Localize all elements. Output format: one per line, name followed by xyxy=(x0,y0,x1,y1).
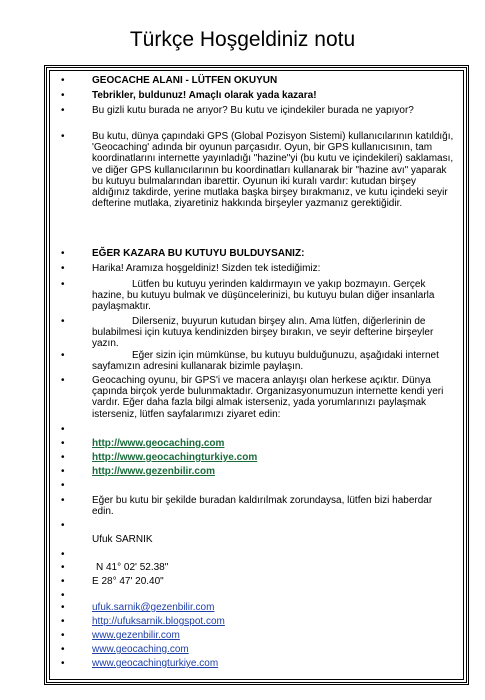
bullet: • xyxy=(61,316,65,327)
bullet: • xyxy=(61,616,65,627)
congrats-text: Tebrikler, buldunuz! Amaçlı olarak yada kazara! xyxy=(92,90,317,101)
bullet: • xyxy=(61,248,65,259)
bullet: • xyxy=(61,438,65,449)
bullet: • xyxy=(61,263,65,274)
bullet: • xyxy=(61,520,65,531)
info-text: Geocaching oyunu, bir GPS'i ve macera anlayışı olan herkese açıktır. Dünya çapında birçok yerde bulunmaktadır. Organizasyonumuzun internette kendi yeri vardır. Eğer daha fazla bilgi almak isterseniz, yada yorumlarınızı paylaşmak isterseniz, lütfen sayfalarımızı ziyaret edin: xyxy=(92,375,444,420)
bullet: • xyxy=(61,350,65,361)
question-text: Bu gizli kutu burada ne arıyor? Bu kutu ve içindekiler burada ne yapıyor? xyxy=(92,105,414,116)
bullet: • xyxy=(61,452,65,463)
link-blog[interactable]: http://ufuksarnik.blogspot.com xyxy=(92,616,225,627)
link-geocachingturkiye-plain[interactable]: www.geocachingturkiye.com xyxy=(92,658,219,669)
bullet: • xyxy=(61,644,65,655)
link-geocaching[interactable]: http://www.geocaching.com xyxy=(92,438,225,449)
coord-longitude: E 28° 47' 20.40" xyxy=(92,576,164,587)
bullet: • xyxy=(61,630,65,641)
bullet: • xyxy=(61,375,65,386)
bullet: • xyxy=(61,480,65,491)
bullet: • xyxy=(61,75,65,86)
page-title: Türkçe Hoşgeldiniz notu xyxy=(129,28,356,51)
bullet: • xyxy=(61,466,65,477)
link-geocaching-plain[interactable]: www.geocaching.com xyxy=(92,644,189,655)
bullet: • xyxy=(61,90,65,101)
section-heading: EĞER KAZARA BU KUTUYU BULDUYSANIZ: xyxy=(92,248,305,259)
link-gezenbilir[interactable]: http://www.gezenbilir.com xyxy=(92,466,215,477)
bullet: • xyxy=(61,131,65,142)
coord-latitude: N 41° 02' 52.38" xyxy=(96,562,169,573)
bullet: • xyxy=(61,424,65,435)
link-geocachingturkiye[interactable]: http://www.geocachingturkiye.com xyxy=(92,452,258,463)
notice-frame xyxy=(44,65,469,685)
removal-notice: Eğer bu kutu bir şekilde buradan kaldırılmak zorundaysa, lütfen bizi haberdar edin. xyxy=(92,495,433,518)
bullet: • xyxy=(61,549,65,560)
link-gezenbilir-plain[interactable]: www.gezenbilir.com xyxy=(92,630,180,641)
request-3-text: Eğer sizin için mümkünse, bu kutuyu bulduğunuzu, aşağıdaki internet sayfamızın adresini kullanarak bizimle paylaşın. xyxy=(92,350,439,373)
bullet: • xyxy=(61,279,65,290)
explanation-text: Bu kutu, dünya çapındaki GPS (Global Pozisyon Sistemi) kullanıcılarının katıldığı, 'Geocaching' adında bir oyunun parçasıdır. Oyun, bir GPS kullanıcısının, tam koordinatlarını internette yayınladığı "hazine"yi (bu kutu ve içindekileri) saklaması, ve diğer GPS kullanıcılarının bu koordinatları kullanarak bir "hazine avı" yaparak bu kutuyu bulmalarından ibarettir. Oyunun iki kuralı vardır: kutudan birşey aldığınız takdirde, yerine mutlaka başka birşey bırakmanız, ve kutu içindeki seyir defterine mutlaka, ziyaretiniz hakkında birşeyler yazmanız gerektiğidir. xyxy=(92,131,454,210)
link-email[interactable]: ufuk.sarnik@gezenbilir.com xyxy=(92,602,215,613)
bullet: • xyxy=(61,562,65,573)
notice-heading: GEOCACHE ALANI - LÜTFEN OKUYUN xyxy=(92,75,278,86)
request-2-text: Dilerseniz, buyurun kutudan birşey alın. Ama lütfen, diğerlerinin de bulabilmesi için kutuya kendinizden birşey bırakın, ve seyir defterine birşeyler yazın. xyxy=(92,316,434,350)
bullet: • xyxy=(61,590,65,601)
bullet: • xyxy=(61,602,65,613)
welcome-text: Harika! Aramıza hoşgeldiniz! Sizden tek istediğimiz: xyxy=(92,263,321,274)
bullet: • xyxy=(61,576,65,587)
author-name: Ufuk SARNIK xyxy=(92,534,153,545)
bullet: • xyxy=(61,105,65,116)
bullet: • xyxy=(61,658,65,669)
bullet: • xyxy=(61,495,65,506)
request-1-text: Lütfen bu kutuyu yerinden kaldırmayın ve yakıp bozmayın. Gerçek hazine, bu kutuyu bulmak ve düşüncelerinizi, bu kutuyu bulan diğer insanlarla paylaşmaktır. xyxy=(92,279,435,313)
